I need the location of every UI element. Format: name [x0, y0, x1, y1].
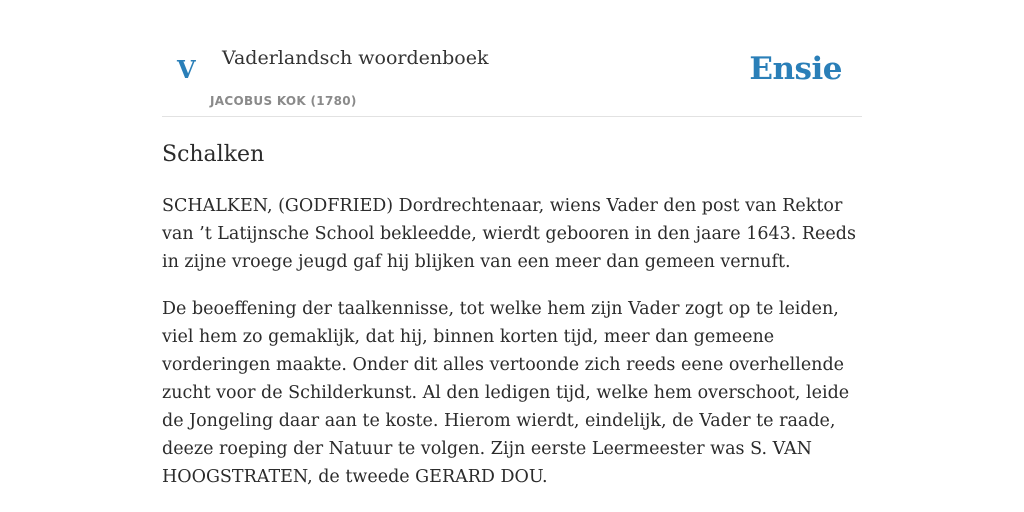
book-title-link[interactable]: Vaderlandsch woordenboek: [222, 47, 489, 69]
entry-paragraph: De beoeffening der taalkennisse, tot welke hem zijn Vader zogt op te leiden, viel hem zo gemaklijk, dat hij, binnen korten tijd, meer dan gemeene vorderingen maakte. Onder dit alles vertoonde zich reeds eene overhellende zucht voor de Schilderkunst. Al den ledigen tijd, welke hem overschoot, leide de Jongeling daar aan te koste. Hierom wierdt, eindelijk, de Vader te raade, deeze roeping der Natuur te volgen. Zijn eerste Leermeester was S. VAN HOOGSTRATEN, de tweede GERARD DOU.: [162, 299, 850, 487]
entry-article: [162, 140, 862, 491]
volume-letter[interactable]: V: [177, 55, 196, 84]
ensie-logo-link[interactable]: Ensie: [749, 51, 842, 87]
page-header: [162, 0, 862, 117]
entry-title: Schalken: [162, 142, 265, 167]
book-author: JACOBUS KOK (1780): [210, 94, 357, 108]
entry-paragraph: SCHALKEN, (GODFRIED) Dordrechtenaar, wiens Vader den post van Rektor van ’t Latijnsche School bekleedde, wierdt gebooren in den jaare 1643. Reeds in zijne vroege jeugd gaf hij blijken van een meer dan gemeen vernuft.: [162, 196, 856, 272]
